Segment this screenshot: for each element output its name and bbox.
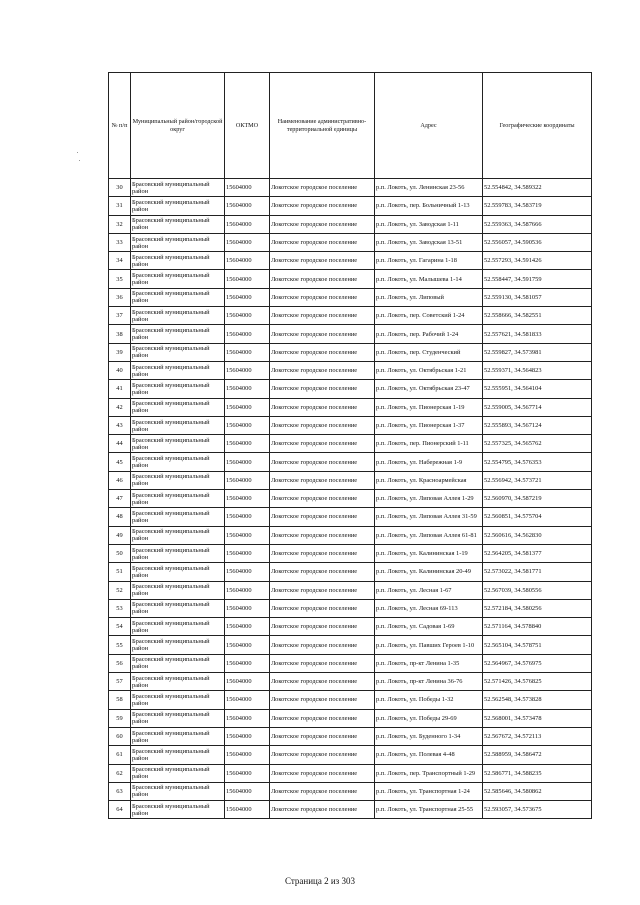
district-cell: Брасовский муниципальный район	[131, 453, 225, 471]
district-cell: Брасовский муниципальный район	[131, 233, 225, 251]
district-cell: Брасовский муниципальный район	[131, 599, 225, 617]
district-cell: Брасовский муниципальный район	[131, 380, 225, 398]
header-unit: Наименование административно-территориальной единицы	[270, 73, 375, 179]
oktmo-cell: 15604000	[225, 416, 270, 434]
table-row	[109, 746, 592, 764]
oktmo-cell: 15604000	[225, 435, 270, 453]
oktmo-cell: 15604000	[225, 544, 270, 562]
coordinates-cell: 52.555951, 34.564104	[483, 380, 592, 398]
territorial-unit-cell: Локотское городское поселение	[270, 398, 375, 416]
address-cell: р.п. Локоть, ул. Калининская 1-19	[375, 544, 483, 562]
address-cell: р.п. Локоть, ул. Транспортная 1-24	[375, 782, 483, 800]
oktmo-cell: 15604000	[225, 398, 270, 416]
row-number: 44	[109, 435, 131, 453]
coordinates-cell: 52.573022, 34.581771	[483, 563, 592, 581]
coordinates-cell: 52.559783, 34.583719	[483, 197, 592, 215]
table-row	[109, 654, 592, 672]
coordinates-cell: 52.568001, 34.573478	[483, 709, 592, 727]
scan-speck	[77, 152, 78, 153]
address-cell: р.п. Локоть, пр-кт Ленина 1-35	[375, 654, 483, 672]
address-cell: р.п. Локоть, ул. Набережная 1-9	[375, 453, 483, 471]
table-row	[109, 197, 592, 215]
territorial-unit-cell: Локотское городское поселение	[270, 581, 375, 599]
coordinates-cell: 52.585646, 34.580862	[483, 782, 592, 800]
table-row	[109, 581, 592, 599]
territorial-unit-cell: Локотское городское поселение	[270, 288, 375, 306]
coordinates-cell: 52.554842, 34.589322	[483, 179, 592, 197]
address-cell: р.п. Локоть, ул. Октябрьская 1-21	[375, 361, 483, 379]
row-number: 38	[109, 325, 131, 343]
district-cell: Брасовский муниципальный район	[131, 197, 225, 215]
address-cell: р.п. Локоть, ул. Малышева 1-14	[375, 270, 483, 288]
table-row	[109, 435, 592, 453]
table-row	[109, 709, 592, 727]
territorial-unit-cell: Локотское городское поселение	[270, 544, 375, 562]
row-number: 36	[109, 288, 131, 306]
coordinates-cell: 52.567672, 34.572113	[483, 727, 592, 745]
district-cell: Брасовский муниципальный район	[131, 563, 225, 581]
oktmo-cell: 15604000	[225, 654, 270, 672]
oktmo-cell: 15604000	[225, 380, 270, 398]
oktmo-cell: 15604000	[225, 508, 270, 526]
address-cell: р.п. Локоть, пер. Советский 1-24	[375, 307, 483, 325]
table-row	[109, 471, 592, 489]
address-cell: р.п. Локоть, пер. Пионерский 1-11	[375, 435, 483, 453]
district-cell: Брасовский муниципальный район	[131, 782, 225, 800]
row-number: 53	[109, 599, 131, 617]
oktmo-cell: 15604000	[225, 581, 270, 599]
coordinates-cell: 52.559005, 34.567714	[483, 398, 592, 416]
header-district: Муниципальный район/городской округ	[131, 73, 225, 179]
oktmo-cell: 15604000	[225, 764, 270, 782]
row-number: 30	[109, 179, 131, 197]
row-number: 57	[109, 673, 131, 691]
territorial-unit-cell: Локотское городское поселение	[270, 233, 375, 251]
address-cell: р.п. Локоть, ул. Заводская 13-51	[375, 233, 483, 251]
district-cell: Брасовский муниципальный район	[131, 435, 225, 453]
row-number: 42	[109, 398, 131, 416]
row-number: 47	[109, 490, 131, 508]
address-cell: р.п. Локоть, ул. Липовая Аллея 1-29	[375, 490, 483, 508]
address-cell: р.п. Локоть, ул. Полевая 4-48	[375, 746, 483, 764]
oktmo-cell: 15604000	[225, 471, 270, 489]
row-number: 48	[109, 508, 131, 526]
table-row	[109, 453, 592, 471]
row-number: 41	[109, 380, 131, 398]
row-number: 64	[109, 801, 131, 819]
table-row	[109, 270, 592, 288]
territorial-unit-cell: Локотское городское поселение	[270, 270, 375, 288]
oktmo-cell: 15604000	[225, 599, 270, 617]
territorial-unit-cell: Локотское городское поселение	[270, 782, 375, 800]
oktmo-cell: 15604000	[225, 691, 270, 709]
row-number: 61	[109, 746, 131, 764]
district-cell: Брасовский муниципальный район	[131, 179, 225, 197]
table-row	[109, 764, 592, 782]
address-cell: р.п. Локоть, пер. Больничный 1-13	[375, 197, 483, 215]
oktmo-cell: 15604000	[225, 252, 270, 270]
table-row	[109, 233, 592, 251]
coordinates-cell: 52.558447, 34.591759	[483, 270, 592, 288]
oktmo-cell: 15604000	[225, 453, 270, 471]
territorial-unit-cell: Локотское городское поселение	[270, 727, 375, 745]
address-cell: р.п. Локоть, ул. Ленинская 23-56	[375, 179, 483, 197]
row-number: 34	[109, 252, 131, 270]
district-cell: Брасовский муниципальный район	[131, 673, 225, 691]
oktmo-cell: 15604000	[225, 746, 270, 764]
oktmo-cell: 15604000	[225, 673, 270, 691]
territorial-unit-cell: Локотское городское поселение	[270, 526, 375, 544]
coordinates-cell: 52.572184, 34.580256	[483, 599, 592, 617]
address-cell: р.п. Локоть, ул. Садовая 1-69	[375, 618, 483, 636]
row-number: 33	[109, 233, 131, 251]
address-cell: р.п. Локоть, ул. Пионерская 1-19	[375, 398, 483, 416]
coordinates-cell: 52.560616, 34.562830	[483, 526, 592, 544]
oktmo-cell: 15604000	[225, 197, 270, 215]
district-cell: Брасовский муниципальный район	[131, 691, 225, 709]
address-cell: р.п. Локоть, ул. Липовая Аллея 61-81	[375, 526, 483, 544]
territorial-unit-cell: Локотское городское поселение	[270, 307, 375, 325]
table-row	[109, 618, 592, 636]
territorial-unit-cell: Локотское городское поселение	[270, 746, 375, 764]
territorial-unit-cell: Локотское городское поселение	[270, 215, 375, 233]
coordinates-cell: 52.557621, 34.581833	[483, 325, 592, 343]
table-row	[109, 727, 592, 745]
oktmo-cell: 15604000	[225, 490, 270, 508]
district-cell: Брасовский муниципальный район	[131, 544, 225, 562]
address-cell: р.п. Локоть, ул. Октябрьская 23-47	[375, 380, 483, 398]
address-cell: р.п. Локоть, ул. Красноармейская	[375, 471, 483, 489]
page-number: Страница 2 из 303	[285, 876, 355, 886]
territorial-unit-cell: Локотское городское поселение	[270, 673, 375, 691]
coordinates-cell: 52.559371, 34.564823	[483, 361, 592, 379]
coordinates-cell: 52.556057, 34.590536	[483, 233, 592, 251]
district-cell: Брасовский муниципальный район	[131, 764, 225, 782]
coordinates-cell: 52.565104, 34.578751	[483, 636, 592, 654]
oktmo-cell: 15604000	[225, 270, 270, 288]
district-cell: Брасовский муниципальный район	[131, 325, 225, 343]
coordinates-cell: 52.571164, 34.578840	[483, 618, 592, 636]
table-row	[109, 380, 592, 398]
coordinates-cell: 52.567039, 34.580556	[483, 581, 592, 599]
oktmo-cell: 15604000	[225, 179, 270, 197]
row-number: 59	[109, 709, 131, 727]
row-number: 43	[109, 416, 131, 434]
territorial-unit-cell: Локотское городское поселение	[270, 435, 375, 453]
table-row	[109, 782, 592, 800]
oktmo-cell: 15604000	[225, 801, 270, 819]
district-cell: Брасовский муниципальный район	[131, 490, 225, 508]
territorial-unit-cell: Локотское городское поселение	[270, 179, 375, 197]
coordinates-cell: 52.558666, 34.582551	[483, 307, 592, 325]
coordinates-cell: 52.593057, 34.573675	[483, 801, 592, 819]
territorial-unit-cell: Локотское городское поселение	[270, 801, 375, 819]
oktmo-cell: 15604000	[225, 343, 270, 361]
row-number: 50	[109, 544, 131, 562]
address-cell: р.п. Локоть, ул. Победы 29-69	[375, 709, 483, 727]
territorial-unit-cell: Локотское городское поселение	[270, 764, 375, 782]
territorial-unit-cell: Локотское городское поселение	[270, 563, 375, 581]
territorial-unit-cell: Локотское городское поселение	[270, 618, 375, 636]
oktmo-cell: 15604000	[225, 709, 270, 727]
territorial-unit-cell: Локотское городское поселение	[270, 471, 375, 489]
row-number: 60	[109, 727, 131, 745]
row-number: 62	[109, 764, 131, 782]
address-cell: р.п. Локоть, ул. Павших Героев 1-10	[375, 636, 483, 654]
table-row	[109, 490, 592, 508]
row-number: 32	[109, 215, 131, 233]
territorial-unit-cell: Локотское городское поселение	[270, 508, 375, 526]
table-row	[109, 215, 592, 233]
coordinates-cell: 52.559827, 34.573981	[483, 343, 592, 361]
district-cell: Брасовский муниципальный район	[131, 654, 225, 672]
address-cell: р.п. Локоть, ул. Гагарина 1-18	[375, 252, 483, 270]
row-number: 35	[109, 270, 131, 288]
header-geo: Географические координаты	[483, 73, 592, 179]
coordinates-cell: 52.562548, 34.573828	[483, 691, 592, 709]
address-cell: р.п. Локоть, ул. Калининская 20-49	[375, 563, 483, 581]
coordinates-cell: 52.560851, 34.575704	[483, 508, 592, 526]
row-number: 56	[109, 654, 131, 672]
district-cell: Брасовский муниципальный район	[131, 709, 225, 727]
row-number: 46	[109, 471, 131, 489]
territorial-unit-cell: Локотское городское поселение	[270, 654, 375, 672]
table-row	[109, 398, 592, 416]
table-row	[109, 544, 592, 562]
table-row	[109, 508, 592, 526]
address-cell: р.п. Локоть, ул. Транспортная 25-55	[375, 801, 483, 819]
table-row	[109, 325, 592, 343]
coordinates-cell: 52.559130, 34.581057	[483, 288, 592, 306]
row-number: 31	[109, 197, 131, 215]
territorial-unit-cell: Локотское городское поселение	[270, 343, 375, 361]
territorial-unit-cell: Локотское городское поселение	[270, 636, 375, 654]
table-row	[109, 179, 592, 197]
address-cell: р.п. Локоть, пер. Транспортный 1-29	[375, 764, 483, 782]
address-cell: р.п. Локоть, пер. Студенческий	[375, 343, 483, 361]
table-row	[109, 636, 592, 654]
territorial-unit-cell: Локотское городское поселение	[270, 490, 375, 508]
coordinates-cell: 52.559363, 34.587666	[483, 215, 592, 233]
table-row	[109, 361, 592, 379]
table-row	[109, 288, 592, 306]
coordinates-cell: 52.556942, 34.573721	[483, 471, 592, 489]
coordinates-cell: 52.557293, 34.591426	[483, 252, 592, 270]
district-cell: Брасовский муниципальный район	[131, 471, 225, 489]
address-cell: р.п. Локоть, ул. Лесная 1-67	[375, 581, 483, 599]
coordinates-cell: 52.571426, 34.576825	[483, 673, 592, 691]
oktmo-cell: 15604000	[225, 361, 270, 379]
row-number: 58	[109, 691, 131, 709]
table-row	[109, 599, 592, 617]
table-row	[109, 691, 592, 709]
coordinates-cell: 52.555893, 34.567124	[483, 416, 592, 434]
district-cell: Брасовский муниципальный район	[131, 508, 225, 526]
coordinates-cell: 52.560970, 34.587219	[483, 490, 592, 508]
address-cell: р.п. Локоть, ул. Заводская 1-11	[375, 215, 483, 233]
territorial-unit-cell: Локотское городское поселение	[270, 325, 375, 343]
district-cell: Брасовский муниципальный район	[131, 526, 225, 544]
coordinates-cell: 52.588959, 34.586472	[483, 746, 592, 764]
header-num: № п/п	[109, 73, 131, 179]
row-number: 51	[109, 563, 131, 581]
district-cell: Брасовский муниципальный район	[131, 252, 225, 270]
header-oktmo: ОКТМО	[225, 73, 270, 179]
district-cell: Брасовский муниципальный район	[131, 581, 225, 599]
territorial-unit-cell: Локотское городское поселение	[270, 416, 375, 434]
coordinates-cell: 52.586771, 34.588235	[483, 764, 592, 782]
table-row	[109, 307, 592, 325]
table-row	[109, 801, 592, 819]
address-cell: р.п. Локоть, ул. Победы 1-32	[375, 691, 483, 709]
row-number: 45	[109, 453, 131, 471]
oktmo-cell: 15604000	[225, 526, 270, 544]
territorial-unit-cell: Локотское городское поселение	[270, 380, 375, 398]
district-cell: Брасовский муниципальный район	[131, 416, 225, 434]
territorial-unit-cell: Локотское городское поселение	[270, 709, 375, 727]
address-cell: р.п. Локоть, ул. Лесная 69-113	[375, 599, 483, 617]
address-cell: р.п. Локоть, ул. Липовая Аллея 31-59	[375, 508, 483, 526]
table-header-row	[109, 73, 592, 179]
oktmo-cell: 15604000	[225, 325, 270, 343]
district-cell: Брасовский муниципальный район	[131, 361, 225, 379]
address-table	[108, 72, 592, 819]
oktmo-cell: 15604000	[225, 727, 270, 745]
district-cell: Брасовский муниципальный район	[131, 307, 225, 325]
oktmo-cell: 15604000	[225, 307, 270, 325]
oktmo-cell: 15604000	[225, 215, 270, 233]
address-cell: р.п. Локоть, пер. Рабочий 1-24	[375, 325, 483, 343]
row-number: 49	[109, 526, 131, 544]
district-cell: Брасовский муниципальный район	[131, 343, 225, 361]
address-cell: р.п. Локоть, ул. Пионерская 1-37	[375, 416, 483, 434]
district-cell: Брасовский муниципальный район	[131, 746, 225, 764]
oktmo-cell: 15604000	[225, 233, 270, 251]
table-row	[109, 563, 592, 581]
table-body	[109, 179, 592, 819]
table-row	[109, 252, 592, 270]
row-number: 54	[109, 618, 131, 636]
row-number: 39	[109, 343, 131, 361]
district-cell: Брасовский муниципальный район	[131, 398, 225, 416]
district-cell: Брасовский муниципальный район	[131, 636, 225, 654]
territorial-unit-cell: Локотское городское поселение	[270, 691, 375, 709]
table-row	[109, 416, 592, 434]
oktmo-cell: 15604000	[225, 782, 270, 800]
district-cell: Брасовский муниципальный район	[131, 618, 225, 636]
row-number: 52	[109, 581, 131, 599]
table-row	[109, 526, 592, 544]
coordinates-cell: 52.557325, 34.565762	[483, 435, 592, 453]
coordinates-cell: 52.564967, 34.576975	[483, 654, 592, 672]
district-cell: Брасовский муниципальный район	[131, 288, 225, 306]
address-cell: р.п. Локоть, ул. Буденного 1-34	[375, 727, 483, 745]
territorial-unit-cell: Локотское городское поселение	[270, 252, 375, 270]
district-cell: Брасовский муниципальный район	[131, 215, 225, 233]
table-row	[109, 343, 592, 361]
oktmo-cell: 15604000	[225, 288, 270, 306]
scan-speck	[79, 160, 80, 161]
row-number: 63	[109, 782, 131, 800]
oktmo-cell: 15604000	[225, 618, 270, 636]
header-address: Адрес	[375, 73, 483, 179]
coordinates-cell: 52.554795, 34.576353	[483, 453, 592, 471]
address-cell: р.п. Локоть, ул. Липовый	[375, 288, 483, 306]
district-cell: Брасовский муниципальный район	[131, 727, 225, 745]
row-number: 40	[109, 361, 131, 379]
territorial-unit-cell: Локотское городское поселение	[270, 361, 375, 379]
address-cell: р.п. Локоть, пр-кт Ленина 36-76	[375, 673, 483, 691]
row-number: 37	[109, 307, 131, 325]
territorial-unit-cell: Локотское городское поселение	[270, 599, 375, 617]
oktmo-cell: 15604000	[225, 563, 270, 581]
coordinates-cell: 52.564205, 34.581377	[483, 544, 592, 562]
territorial-unit-cell: Локотское городское поселение	[270, 453, 375, 471]
district-cell: Брасовский муниципальный район	[131, 270, 225, 288]
territorial-unit-cell: Локотское городское поселение	[270, 197, 375, 215]
table-row	[109, 673, 592, 691]
row-number: 55	[109, 636, 131, 654]
district-cell: Брасовский муниципальный район	[131, 801, 225, 819]
oktmo-cell: 15604000	[225, 636, 270, 654]
